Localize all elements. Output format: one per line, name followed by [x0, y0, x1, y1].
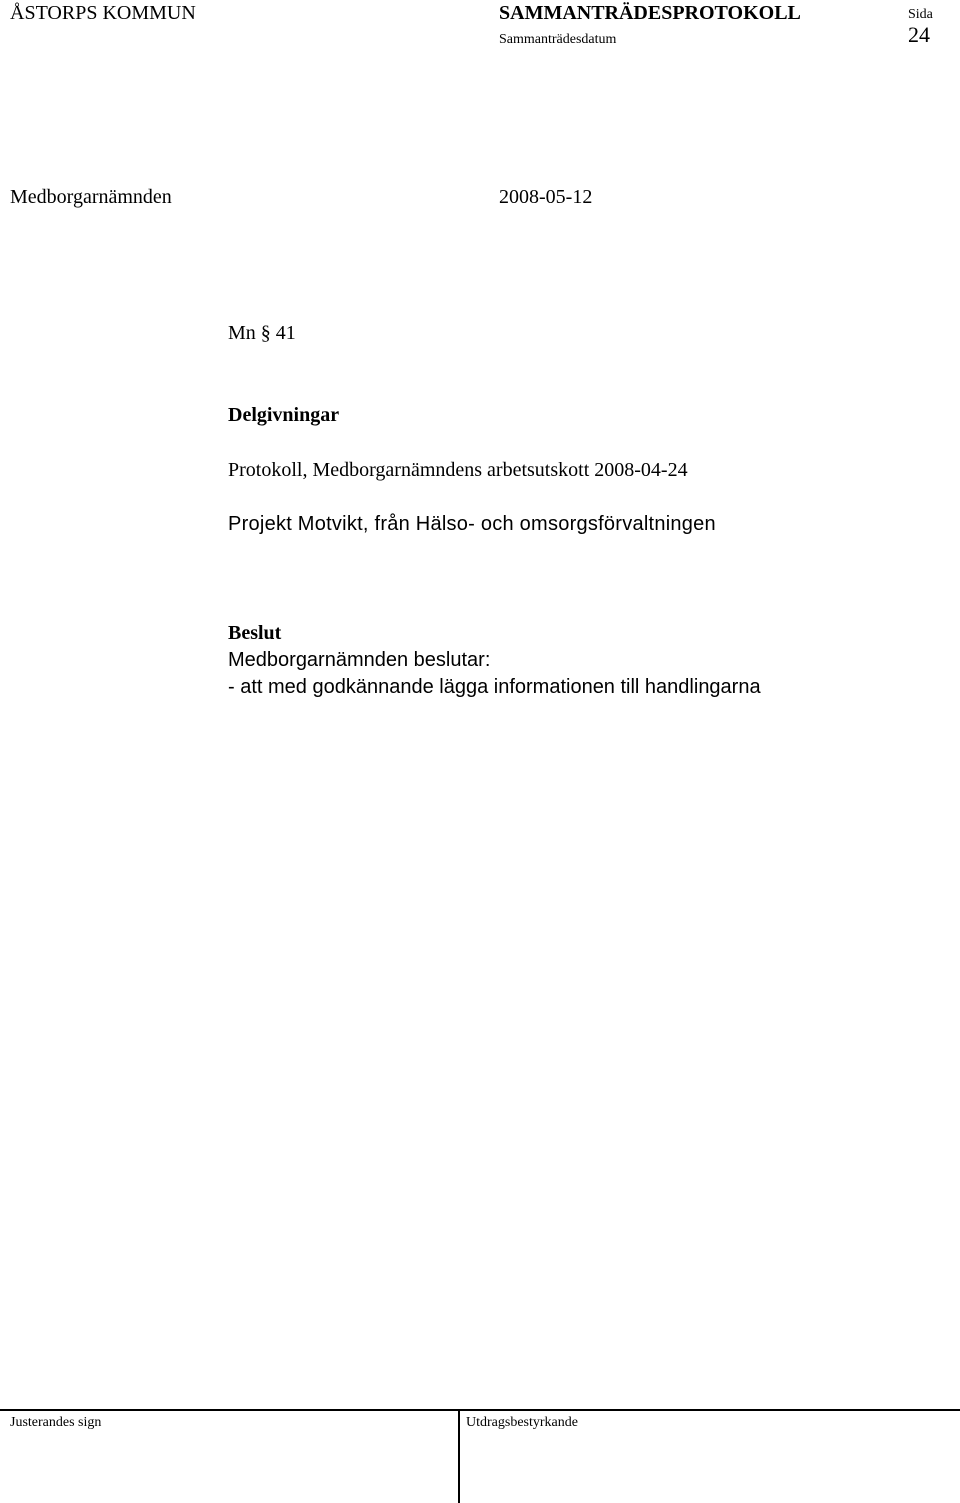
signature-field-label: Justerandes sign — [10, 1415, 102, 1430]
page-number: 24 — [908, 22, 930, 47]
municipality-name: ÅSTORPS KOMMUN — [10, 2, 196, 24]
decision-text: - att med godkännande lägga informationen till handlingarna — [228, 676, 761, 698]
certification-field-label: Utdragsbestyrkande — [466, 1415, 578, 1430]
meeting-date: 2008-05-12 — [499, 186, 593, 208]
footer-divider-line — [0, 1409, 960, 1411]
meeting-date-label: Sammanträdesdatum — [499, 32, 617, 47]
document-type: SAMMANTRÄDESPROTOKOLL — [499, 2, 801, 24]
footer-column-divider — [458, 1410, 460, 1503]
list-item: Projekt Motvikt, från Hälso- och omsorgsförvaltningen — [228, 513, 716, 535]
decision-intro: Medborgarnämnden beslutar: — [228, 649, 491, 671]
paragraph-number: Mn § 41 — [228, 322, 296, 344]
decision-heading: Beslut — [228, 622, 282, 644]
section-heading: Delgivningar — [228, 404, 340, 426]
page-label: Sida — [908, 7, 933, 22]
list-item: Protokoll, Medborgarnämndens arbetsutskott 2008-04-24 — [228, 459, 688, 481]
committee-name: Medborgarnämnden — [10, 186, 172, 208]
